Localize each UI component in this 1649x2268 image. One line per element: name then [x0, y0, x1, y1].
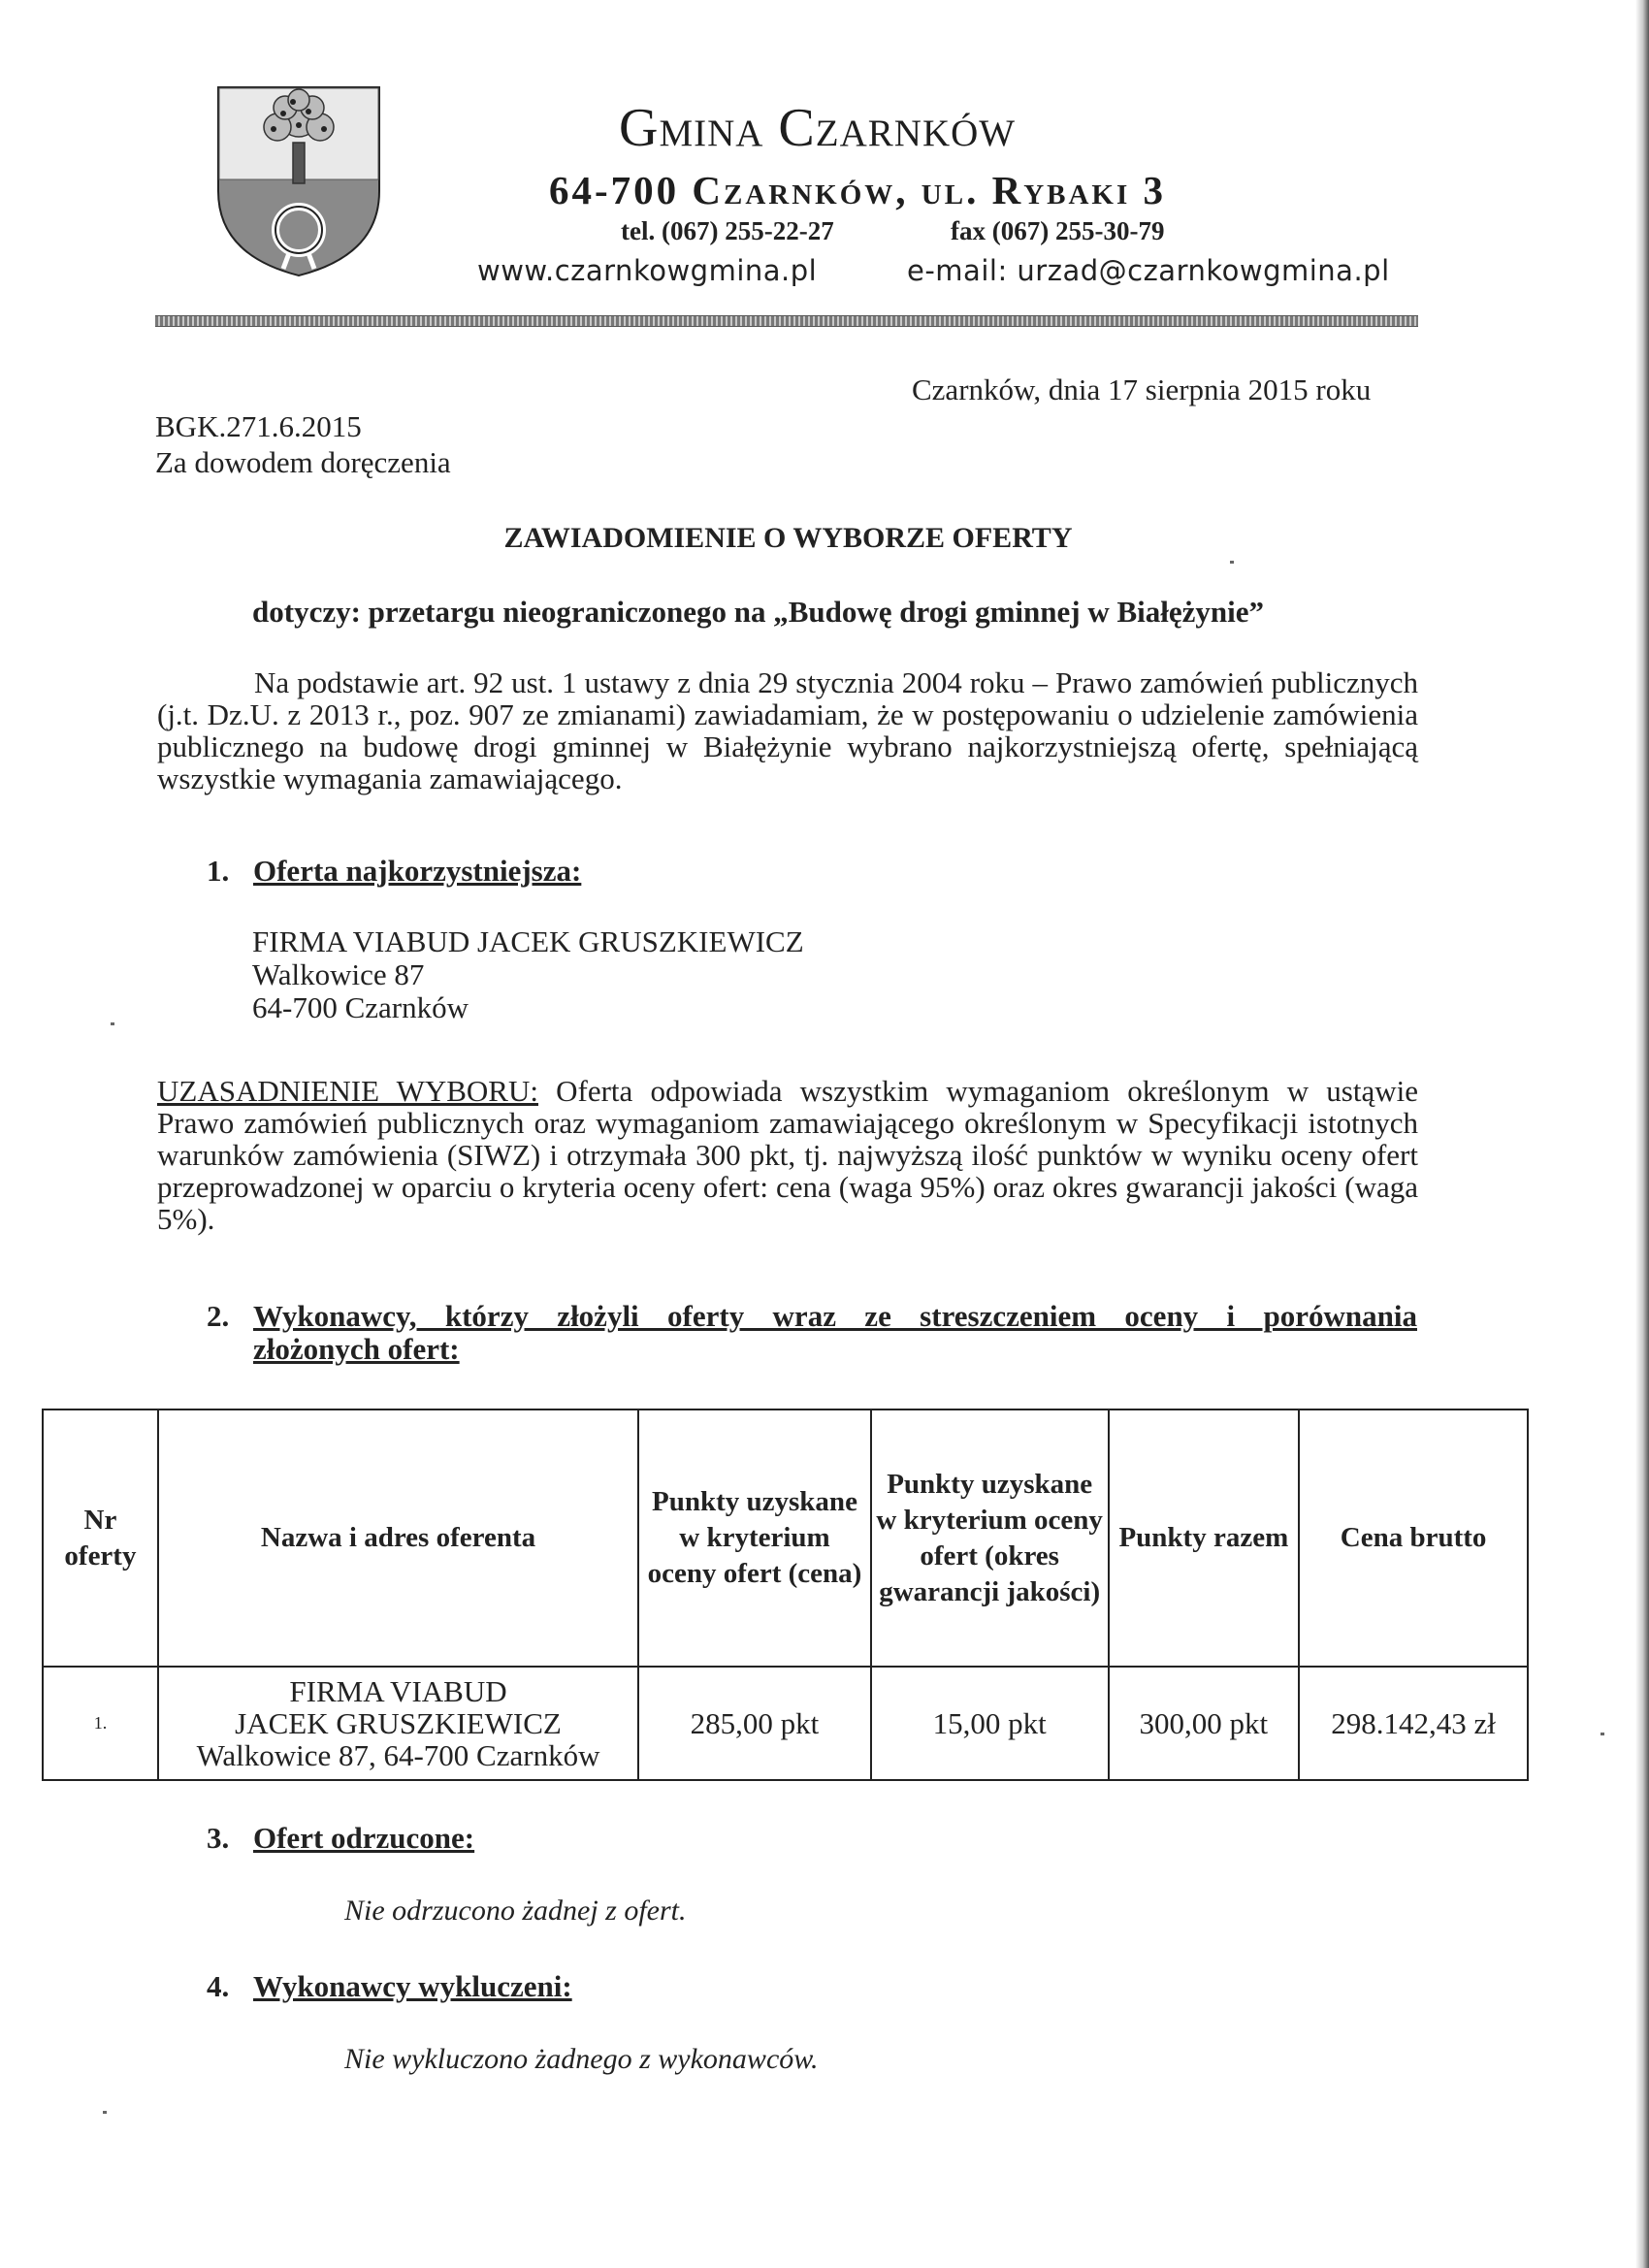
- document-subject: dotyczy: przetargu nieograniczonego na „Budowę drogi gminnej w Białężynie”: [252, 595, 1265, 629]
- section-2-heading-cont: złożonych ofert:: [253, 1332, 460, 1366]
- justification-text: Oferta odpowiada wszystkim wymaganiom określonym w ustąwie Prawo zamówień publicznych oraz wymaganiom zamawiającego określonym w Specyfikacji istotnych warunków zamówienia (SIWZ) i otrzymała 300 pkt, tj. najwyższą ilość punktów w wyniku oceny ofert przeprowadzonej w oparciu o kryteria oceny ofert: cena (waga 95%) oraz okres gwarancji jakości (waga 5%).: [157, 1074, 1418, 1236]
- scan-edge: [1635, 0, 1649, 2268]
- cell-gross-price: 298.142,43 zł: [1299, 1667, 1528, 1780]
- table-row: [43, 1667, 1528, 1780]
- header-total-points: Punkty razem: [1109, 1409, 1300, 1667]
- table-header-row: [43, 1409, 1528, 1667]
- justification-paragraph: [157, 1075, 1418, 1235]
- document-title: ZAWIADOMIENIE O WYBORZE OFERTY: [503, 522, 1073, 554]
- cell-offer-number: 1.: [43, 1667, 158, 1780]
- section-3-heading: Ofert odrzucone:: [253, 1821, 475, 1855]
- header-warranty-points: Punkty uzyskane w kryterium oceny ofert (okres gwarancji jakości): [871, 1409, 1109, 1667]
- scan-speck: [111, 1022, 114, 1025]
- intro-paragraph: Na podstawie art. 92 ust. 1 ustawy z dnia 29 stycznia 2004 roku – Prawo zamówień publicznych (j.t. Dz.U. z 2013 r., poz. 907 ze zmianami) zawiadamiam, że w postępowaniu o udzielenie zamówienia publicznego na budowę drogi gminnej w Białężynie wybrano najkorzystniejszą ofertę, spełniającą wszystkie wymagania zamawiającego.: [157, 665, 1418, 795]
- section-3-text: Nie odrzucono żadnej z ofert.: [344, 1895, 687, 1927]
- winner-address: [252, 925, 804, 1024]
- bidder-line-3: Walkowice 87, 64-700 Czarnków: [196, 1738, 600, 1772]
- scan-speck: [1230, 561, 1234, 564]
- offers-table: [42, 1409, 1529, 1781]
- section-3-number: 3.: [207, 1821, 230, 1855]
- scan-speck: [1600, 1733, 1604, 1735]
- winner-company: FIRMA VIABUD JACEK GRUSZKIEWICZ: [252, 924, 804, 958]
- website: www.czarnkowgmina.pl: [477, 254, 818, 287]
- cell-warranty-points: 15,00 pkt: [871, 1667, 1109, 1780]
- cell-price-points: 285,00 pkt: [638, 1667, 871, 1780]
- email: e-mail: urzad@czarnkowgmina.pl: [907, 254, 1390, 287]
- cell-total-points: 300,00 pkt: [1109, 1667, 1300, 1780]
- justification-label: UZASADNIENIE WYBORU:: [157, 1074, 538, 1108]
- municipality-title: Gmina Czarnków: [619, 98, 1017, 158]
- header-divider: [155, 315, 1418, 327]
- phone-number: tel. (067) 255-22-27: [621, 216, 834, 245]
- section-2-number: 2.: [207, 1299, 230, 1333]
- reference-number: BGK.271.6.2015: [155, 409, 362, 443]
- fax-number: fax (067) 255-30-79: [951, 216, 1165, 245]
- scan-speck: [103, 2111, 107, 2114]
- bidder-line-2: JACEK GRUSZKIEWICZ: [235, 1706, 562, 1740]
- section-4-number: 4.: [207, 1969, 230, 2003]
- winner-street: Walkowice 87: [252, 957, 425, 991]
- section-1-number: 1.: [207, 854, 230, 888]
- bidder-line-1: FIRMA VIABUD: [289, 1674, 507, 1708]
- municipality-address: 64-700 Czarnków, ul. Rybaki 3: [549, 168, 1167, 212]
- place-date: Czarnków, dnia 17 sierpnia 2015 roku: [912, 373, 1372, 406]
- section-2-heading: Wykonawcy, którzy złożyli oferty wraz ze streszczeniem oceny i porównania: [253, 1299, 1417, 1333]
- section-4-text: Nie wykluczono żadnego z wykonawców.: [344, 2043, 819, 2075]
- section-4-heading: Wykonawcy wykluczeni:: [253, 1969, 572, 2003]
- header-bidder: Nazwa i adres oferenta: [158, 1409, 638, 1667]
- header-price-points: Punkty uzyskane w kryterium oceny ofert (cena): [638, 1409, 871, 1667]
- winner-city: 64-700 Czarnków: [252, 990, 469, 1024]
- delivery-note: Za dowodem doręczenia: [155, 445, 451, 479]
- coat-of-arms-icon: [215, 84, 382, 278]
- header-gross-price: Cena brutto: [1299, 1409, 1528, 1667]
- header-offer-number: Nr oferty: [43, 1409, 158, 1667]
- section-1-heading: Oferta najkorzystniejsza:: [253, 854, 582, 888]
- cell-bidder: [158, 1667, 638, 1780]
